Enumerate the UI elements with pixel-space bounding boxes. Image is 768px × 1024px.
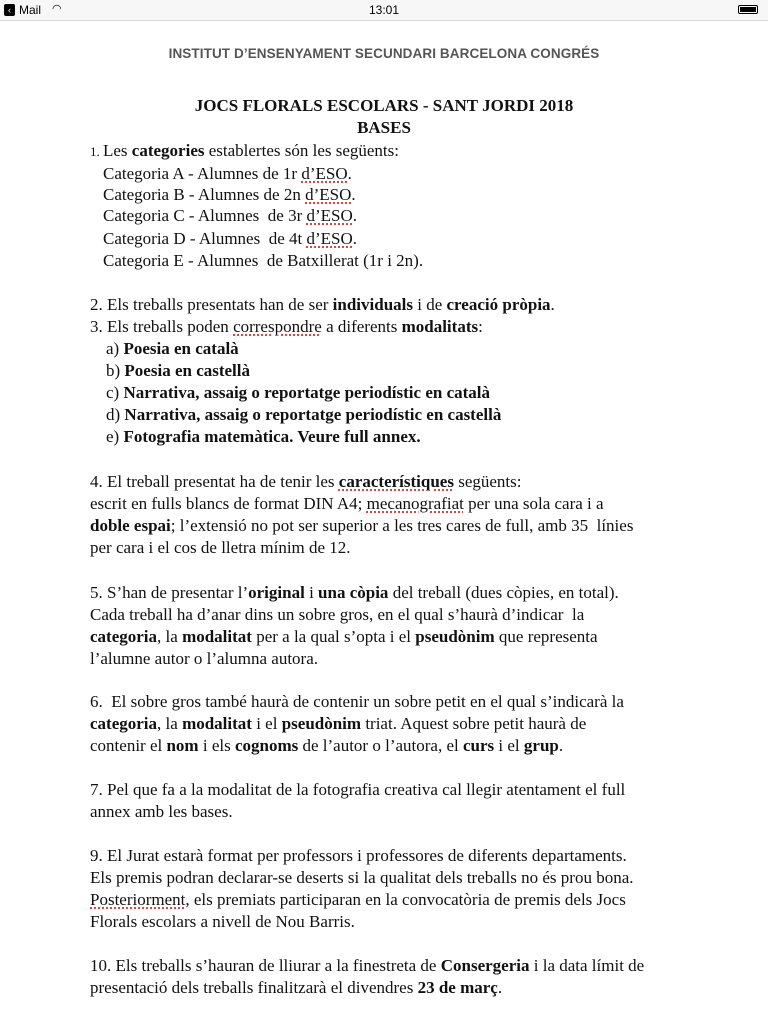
text-segment: Els premis podran declarar-se deserts si la qualitat dels treballs no és prou bona. xyxy=(90,868,634,887)
text-line xyxy=(103,206,357,226)
text-segment: e) xyxy=(106,427,124,446)
text-segment: de l’autor o l’autora, el xyxy=(298,736,463,755)
text-segment: ; l’extensió no pot ser superior a les tres cares de full, amb 35 línies xyxy=(170,516,634,535)
text-segment: 5. S’han de presentar l’ xyxy=(90,583,249,602)
text-segment: 10. Els treballs s’hauran de lliurar a la finestreta de xyxy=(90,956,441,975)
text-segment: Categoria A - Alumnes de 1r xyxy=(103,164,302,183)
text-line xyxy=(106,339,239,359)
text-segment: . xyxy=(351,185,356,204)
bold-text: Poesia en català xyxy=(123,339,239,358)
text-line xyxy=(90,956,644,976)
text-segment: 6. El sobre gros també haurà de contenir un sobre petit en el qual s’indicarà la xyxy=(90,692,624,711)
text-line xyxy=(90,141,399,162)
text-segment: per a la qual s’opta i el xyxy=(251,627,416,646)
bold-text: JOCS FLORALS ESCOLARS - SANT JORDI 2018 xyxy=(194,96,574,115)
status-bar xyxy=(0,0,768,21)
bold-text: BASES xyxy=(357,118,411,137)
text-segment: a) xyxy=(106,339,124,358)
text-segment: per cara i el cos de lletra mínim de 12. xyxy=(90,538,351,557)
text-segment: i la data límit de xyxy=(529,956,645,975)
text-line xyxy=(103,185,356,205)
spellcheck-flagged-word: característiques xyxy=(338,472,454,491)
text-segment: i el xyxy=(251,714,282,733)
text-line xyxy=(106,405,501,425)
back-arrow-icon[interactable]: ‹ xyxy=(4,4,15,16)
bold-text: Narrativa, assaig o reportatge periodístic en català xyxy=(123,383,490,402)
text-segment: : xyxy=(478,317,483,336)
text-line xyxy=(90,516,633,536)
text-segment: 7. Pel que fa a la modalitat de la fotografia creativa cal llegir atentament el full xyxy=(90,780,626,799)
text-segment: . xyxy=(550,295,555,314)
text-segment: , els premiats participaran en la convocatòria de premis dels Jocs xyxy=(185,890,626,909)
text-segment: l’alumne autor o l’alumna autora. xyxy=(90,649,318,668)
text-line xyxy=(90,890,626,910)
text-line xyxy=(90,912,355,932)
text-segment: Cada treball ha d’anar dins un sobre gros, en el qual s’haurà d’indicar la xyxy=(90,605,585,624)
text-segment: annex amb les bases. xyxy=(90,802,233,821)
clock: 13:01 xyxy=(368,3,400,17)
text-segment: Les xyxy=(103,141,132,160)
text-segment: escrit en fulls blancs de format DIN A4; xyxy=(90,494,367,513)
text-line xyxy=(90,714,586,734)
text-segment: 1. xyxy=(90,144,103,159)
text-segment: següents: xyxy=(453,472,522,491)
spellcheck-flagged-word: d’ESO xyxy=(306,206,353,225)
text-line xyxy=(106,383,490,403)
text-segment: a diferents xyxy=(321,317,402,336)
text-line xyxy=(106,361,250,381)
text-segment: b) xyxy=(106,361,125,380)
text-line xyxy=(90,802,233,822)
spellcheck-flagged-word: mecanografiat xyxy=(366,494,464,513)
bold-text: pseudònim xyxy=(281,714,362,733)
text-segment: 2. Els treballs presentats han de ser xyxy=(90,295,333,314)
text-segment: 3. Els treballs poden xyxy=(90,317,234,336)
spellcheck-flagged-word: d’ESO xyxy=(306,229,353,248)
text-segment: i el xyxy=(494,736,524,755)
text-line xyxy=(103,164,352,184)
text-segment: i xyxy=(304,583,319,602)
spellcheck-flagged-word: correspondre xyxy=(233,317,322,336)
bold-text: Fotografia matemàtica. Veure full annex. xyxy=(123,427,421,446)
battery-icon xyxy=(738,5,758,14)
bold-text: doble espai xyxy=(90,516,171,535)
text-segment: . xyxy=(352,229,358,248)
text-line xyxy=(90,295,555,315)
bold-text: original xyxy=(248,583,305,602)
text-segment: Categoria C - Alumnes de 3r xyxy=(103,206,307,225)
bold-text: 23 de març xyxy=(417,978,498,997)
text-segment: . xyxy=(558,736,564,755)
bold-text: modalitat xyxy=(182,714,252,733)
text-line xyxy=(90,846,627,866)
text-segment: . xyxy=(497,978,503,997)
bold-text: Poesia en castellà xyxy=(124,361,251,380)
text-segment: triat. Aquest sobre petit haurà de xyxy=(361,714,587,733)
bold-text: una còpia xyxy=(318,583,389,602)
text-segment: , la xyxy=(157,627,183,646)
text-segment: que representa xyxy=(494,627,598,646)
text-line xyxy=(90,780,625,800)
text-segment: c) xyxy=(106,383,124,402)
bold-text: nom xyxy=(166,736,199,755)
text-line xyxy=(90,868,634,888)
text-segment: Categoria B - Alumnes de 2n xyxy=(103,185,306,204)
text-line xyxy=(90,627,598,647)
text-line xyxy=(90,978,502,998)
bold-text: pseudònim xyxy=(415,627,495,646)
bold-text: Consergeria xyxy=(440,956,530,975)
bold-text: individuals xyxy=(332,295,413,314)
text-line xyxy=(90,583,619,603)
text-segment: Categoria D - Alumnes de 4t xyxy=(103,229,307,248)
text-segment: d) xyxy=(106,405,125,424)
text-segment: 4. El treball presentat ha de tenir les xyxy=(90,472,339,491)
text-line xyxy=(90,472,522,492)
wifi-icon: ◠ xyxy=(52,3,62,15)
text-segment: i de xyxy=(412,295,447,314)
bold-text: curs xyxy=(462,736,495,755)
text-segment: , la xyxy=(157,714,183,733)
text-line xyxy=(90,317,483,337)
document-header: INSTITUT D’ENSENYAMENT SECUNDARI BARCELONA CONGRÉS xyxy=(168,46,600,61)
bold-text: cognoms xyxy=(234,736,299,755)
text-line xyxy=(90,649,318,669)
bold-text: modalitats xyxy=(401,317,479,336)
text-segment: per una sola cara i a xyxy=(463,494,604,513)
text-segment: 9. El Jurat estarà format per professors i professores de diferents departaments. xyxy=(90,846,627,865)
text-segment: . xyxy=(347,164,352,183)
text-line xyxy=(90,605,584,625)
bold-text: categories xyxy=(131,141,205,160)
document-title xyxy=(0,96,768,116)
bold-text: grup xyxy=(523,736,559,755)
text-line xyxy=(90,736,563,756)
text-line xyxy=(103,251,423,271)
bold-text: modalitat xyxy=(182,627,252,646)
bold-text: categoria xyxy=(90,627,158,646)
text-line xyxy=(90,538,351,558)
text-line xyxy=(106,427,421,447)
text-segment: i els xyxy=(198,736,235,755)
spellcheck-flagged-word: d’ESO xyxy=(301,164,348,183)
bold-text: creació pròpia xyxy=(446,295,551,314)
back-to-mail-link[interactable]: Mail xyxy=(19,3,42,17)
text-line xyxy=(90,692,624,712)
text-segment: Florals escolars a nivell de Nou Barris. xyxy=(90,912,355,931)
text-segment: . xyxy=(352,206,358,225)
bold-text: Narrativa, assaig o reportatge periodístic en castellà xyxy=(124,405,502,424)
text-line xyxy=(90,494,604,514)
text-segment: Categoria E - Alumnes de Batxillerat (1r i 2n). xyxy=(103,251,424,270)
text-line xyxy=(103,229,357,249)
spellcheck-flagged-word: Posteriorment xyxy=(90,890,186,909)
text-segment: contenir el xyxy=(90,736,167,755)
bold-text: categoria xyxy=(90,714,158,733)
document-title xyxy=(0,118,768,138)
text-segment: del treball (dues còpies, en total). xyxy=(388,583,619,602)
text-segment: establertes són les següents: xyxy=(204,141,399,160)
text-segment: presentació dels treballs finalitzarà el divendres xyxy=(90,978,418,997)
spellcheck-flagged-word: d’ESO xyxy=(305,185,352,204)
